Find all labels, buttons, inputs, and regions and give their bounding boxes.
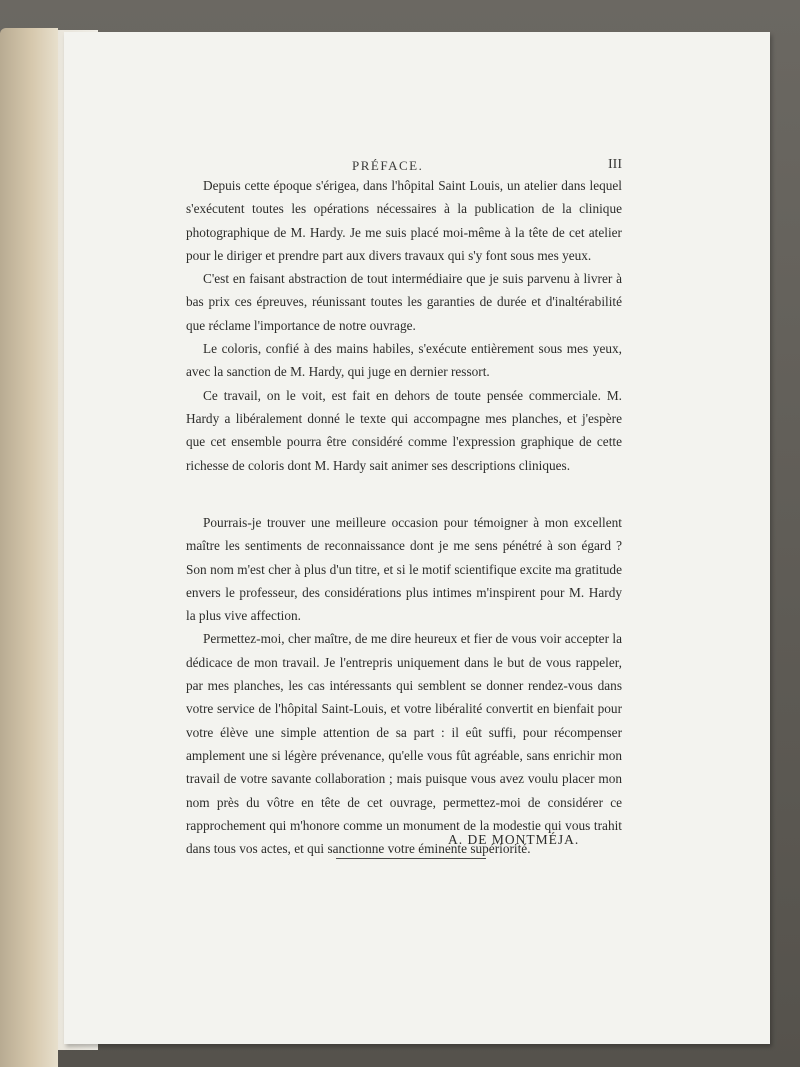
paragraph: Depuis cette époque s'érigea, dans l'hôpital Saint Louis, un atelier dans lequel s'exécutent toutes les opérations nécessaires à la publication de la clinique photographique de M. Hardy. Je me suis placé moi-même à la tête de cet atelier pour le diriger et prendre part aux divers travaux qui s'y font sous mes yeux. [186,178,622,263]
page-title: PRÉFACE. [352,158,424,173]
paragraph: C'est en faisant abstraction de tout intermédiaire que je suis parvenu à livrer à bas prix ces épreuves, réunissant toutes les garanties de durée et d'inaltérabilité que réclame l'importance de notre ouvrage. [186,271,622,333]
book-spine [0,28,58,1067]
author-signature: A. DE MONTMÉJA. [448,832,580,847]
page-number: III [608,157,622,172]
body-text-dedication-section [186,511,622,860]
body-text-first-section [186,174,622,477]
paragraph: Le coloris, confié à des mains habiles, s'exécute entièrement sous mes yeux, avec la sanction de M. Hardy, qui juge en dernier ressort. [186,341,622,380]
paragraph: Permettez-moi, cher maître, de me dire heureux et fier de vous voir accepter la dédicace de mon travail. Je l'entrepris uniquement dans le but de vous rappeler, par mes planches, les cas intéressants qui semblent se donner rendez-vous dans votre service de l'hôpital Saint-Louis, et votre libéralité convertit en bienfait pour votre élève une simple attention de sa part : il eût suffi, pour récompenser amplement une si légère prévenance, qu'elle vous fût agréable, sans enrichir mon travail de votre savante collaboration ; mais puisque vous avez voulu placer mon nom près du vôtre en tête de cet ouvrage, permettez-moi de considérer ce rapprochement qui m'honore comme un monument de la modestie qui vous trahit dans tous vos actes, et qui sanctionne votre éminente supériorité. [186,631,622,857]
paragraph: Pourrais-je trouver une meilleure occasion pour témoigner à mon excellent maître les sentiments de reconnaissance dont je me sens pénétré à son égard ? Son nom m'est cher à plus d'un titre, et si le motif scientifique excite ma gratitude envers le professeur, des considérations plus intimes m'inspirent pour M. Hardy la plus vive affection. [186,515,622,624]
paragraph: Ce travail, on le voit, est fait en dehors de toute pensée commerciale. M. Hardy a libéralement donné le texte qui accompagne mes planches, et j'espère que cet ensemble pourra être considéré comme l'expression graphique de cette richesse de coloris dont M. Hardy sait animer ses descriptions cliniques. [186,387,622,473]
closing-rule [336,858,486,859]
